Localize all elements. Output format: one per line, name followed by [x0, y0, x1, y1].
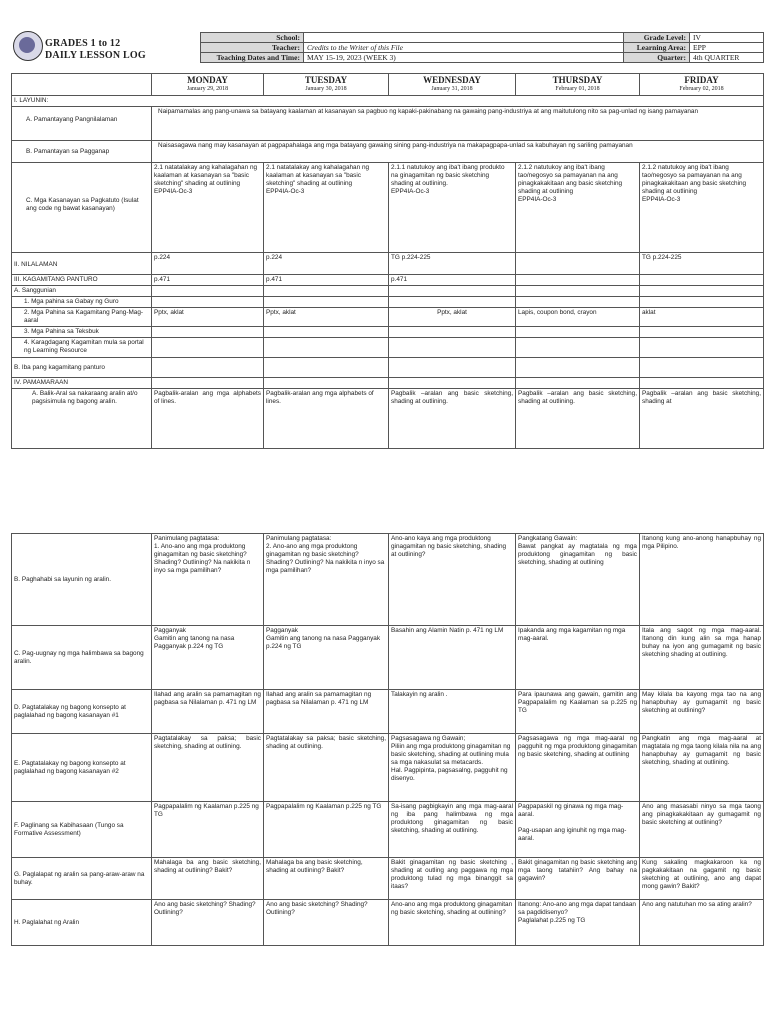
iba-pang-kagamitan-label: B. Iba pang kagamitang panturo [12, 358, 152, 378]
grade-level-label: Grade Level: [624, 33, 690, 43]
nilalaman-tuesday: p.224 [264, 253, 389, 275]
teaching-dates-value: MAY 15-19, 2023 (WEEK 3) [304, 53, 624, 63]
nilalaman-friday: TG p.224-225 [640, 253, 764, 275]
paglalahat-label: H. Paglalahat ng Aralin [12, 900, 152, 946]
kasanayan-label: C. Mga Kasanayan sa Pagkatuto (Isulat ang code ng bawat kasanayan) [12, 163, 152, 253]
paglinang-tuesday: Pagpapalalim ng Kaalaman p.225 ng TG [264, 802, 389, 858]
learning-area-value: EPP [690, 43, 764, 53]
pagtatalakay-1-label: D. Pagtatalakay ng bagong konsepto at paglalahad ng bagong kasanayan #1 [12, 690, 152, 734]
day-header-tuesday: TUESDAY January 30, 2018 [264, 74, 389, 96]
kasanayan-friday: 2.1.2 natutukoy ang iba't ibang tao/negosyo sa pamayanan na ang pinagkakakitaan ang basic sketching shading at outlining EPP4IA-Oc-3 [640, 163, 764, 253]
paglalahat-thursday: Itanong: Ano-ano ang mga dapat tandaan sa pagdidisenyo? Paglalahat p.225 ng TG [516, 900, 640, 946]
balik-aral-tuesday: Pagbalik-aralan ang mga alphabets of lines. [264, 389, 389, 449]
deped-seal-icon [13, 31, 43, 61]
pagtatalakay-2-thursday: Pagsasagawa ng mga mag-aaral ng pagguhit ng mga produktong ginagamitan ng basic sketching, shading at outlining [516, 734, 640, 802]
paglalapat-label: G. Paglalapat ng aralin sa pang-araw-araw na buhay. [12, 858, 152, 900]
paghahabi-monday: Panimulang pagtatasa: 1. Ano-ano ang mga produktong ginagamitan ng basic sketching? Shading? Outlining? Na nakikita n inyo sa mga pamilihan? [152, 534, 264, 626]
paghahabi-thursday: Pangkatang Gawain: Bawat pangkat ay magtatala ng mga produktong ginagamitan ng basic sketching, shading at outlining [516, 534, 640, 626]
kagamitang-thursday: Lapis, coupon bond, crayon [516, 308, 640, 327]
nilalaman-wednesday: TG p.224-225 [389, 253, 516, 275]
paghahabi-label: B. Paghahabi sa layunin ng aralin. [12, 534, 152, 626]
teaching-dates-label: Teaching Dates and Time: [201, 53, 304, 63]
lesson-plan-table-2 [11, 533, 764, 946]
kagamitang-monday: Pptx, aklat [152, 308, 264, 327]
day-header-thursday: THURSDAY February 01, 2018 [516, 74, 640, 96]
kagamitang-panturo-label: III. KAGAMITANG PANTURO [12, 275, 152, 286]
paglalahat-wednesday: Ano-ano ang mga produktong ginagamitan ng basic sketching, shading at outlining? [389, 900, 516, 946]
section-layunin: I. LAYUNIN: [12, 96, 764, 107]
pagtatalakay-1-thursday: Para ipaunawa ang gawain, gamitin ang Pagpapalalim ng Kaalaman sa p.225 ng TG [516, 690, 640, 734]
nilalaman-thursday [516, 253, 640, 275]
kasanayan-monday: 2.1 natatalakay ang kahalagahan ng kaalaman at kasanayan sa "basic sketching" shading at outlining EPP4IA-Oc-3 [152, 163, 264, 253]
pamantayan-sa-pagganap-value: Naisasagawa nang may kasanayan at pagpapahalaga ang mga batayang gawaing sining pang-industriya na makapagpapa-unlad sa kabuhayan ng sariling pamayanan [152, 141, 764, 163]
paghahabi-tuesday: Panimulang pagtatasa: 2. Ano-ano ang mga produktong ginagamitan ng basic sketching? Shading? Outlining? Na nakikita n inyo sa mga pamilihan? [264, 534, 389, 626]
paghahabi-friday: Itanong kung ano-anong hanapbuhay ng mga Pilipino. [640, 534, 764, 626]
kagamitan-wednesday: p.471 [389, 275, 516, 286]
lesson-plan-table-1 [11, 73, 764, 449]
pagtatalakay-2-monday: Pagtatalakay sa paksa; basic sketching, shading at outlining. [152, 734, 264, 802]
gabay-ng-guro-label: 1. Mga pahina sa Gabay ng Guro [12, 297, 152, 308]
balik-aral-label: A. Balik-Aral sa nakaraang aralin at/o pagsisimula ng bagong aralin. [12, 389, 152, 449]
balik-aral-wednesday: Pagbalik –aralan ang basic sketching, shading at outlining. [389, 389, 516, 449]
paglalahat-friday: Ano ang natutuhan mo sa ating aralin? [640, 900, 764, 946]
kagamitan-friday [640, 275, 764, 286]
pagtatalakay-1-friday: May kilala ba kayong mga tao na ang hanapbuhay ay gumagamit ng basic sketching at outlining? [640, 690, 764, 734]
pag-uugnay-wednesday: Basahin ang Alamin Natin p. 471 ng LM [389, 626, 516, 690]
kagamitang-tuesday: Pptx, aklat [264, 308, 389, 327]
kasanayan-thursday: 2.1.2 natutukoy ang iba't ibang tao/negosyo sa pamayanan na ang pinagkakakitaan ang basic sketching shading at outlining EPP4IA-Oc-3 [516, 163, 640, 253]
balik-aral-thursday: Pagbalik –aralan ang basic sketching, shading at outlining. [516, 389, 640, 449]
teacher-value: Credits to the Writer of this File [304, 43, 624, 53]
pamamaraan-label: IV. PAMAMARAAN [12, 378, 152, 389]
day-header-wednesday: WEDNESDAY January 31, 2018 [389, 74, 516, 96]
paglalapat-friday: Kung sakaling magkakaroon ka ng pagkakakitaan na gagamit ng basic sketching at outlining, ano ang dapat mong gawin? Bakit? [640, 858, 764, 900]
paglalapat-wednesday: Bakit ginagamitan ng basic sketching , shading at outling ang paggawa ng mga produktong tulad ng mga binanggit sa itaas? [389, 858, 516, 900]
kagamitan-tuesday: p.471 [264, 275, 389, 286]
pagtatalakay-2-wednesday: Pagsasagawa ng Gawain; Piliin ang mga produktong ginagamitan ng basic sketching, shading at outlining mula sa mga nakasulat sa metacards. Hal. Pagpipinta, pagsasalng, pagguhit ng disenyo. [389, 734, 516, 802]
pagtatalakay-2-label: E. Pagtatalakay ng bagong konsepto at paglalahad ng bagong kasanayan #2 [12, 734, 152, 802]
kagamitan-monday: p.471 [152, 275, 264, 286]
pag-uugnay-thursday: Ipakanda ang mga kagamitan ng mga mag-aaral. [516, 626, 640, 690]
header-info-table [200, 32, 764, 63]
kagamitang-pang-mag-aaral-label: 2. Mga Pahina sa Kagamitang Pang-Mag-aaral [12, 308, 152, 327]
sanggunian-label: A. Sanggunian [12, 286, 152, 297]
quarter-value: 4th QUARTER [690, 53, 764, 63]
corner-cell [12, 74, 152, 96]
paglalahat-monday: Ano ang basic sketching? Shading? Outlining? [152, 900, 264, 946]
paglinang-monday: Pagpapalalim ng Kaalaman p.225 ng TG [152, 802, 264, 858]
pagtatalakay-1-monday: Ilahad ang aralin sa pamamagitan ng pagbasa sa Nilalaman p. 471 ng LM [152, 690, 264, 734]
school-label: School: [201, 33, 304, 43]
nilalaman-label: II. NILALAMAN [12, 253, 152, 275]
day-header-friday: FRIDAY February 02, 2018 [640, 74, 764, 96]
paglalahat-tuesday: Ano ang basic sketching? Shading? Outlining? [264, 900, 389, 946]
day-header-monday: MONDAY January 29, 2018 [152, 74, 264, 96]
pamantayang-pangnilalaman-value: Naipamamalas ang pang-unawa sa batayang kaalaman at kasanayan sa pagbuo ng kapaki-pakinabang na gawaing pang-industriya at ang maitutulong nito sa pag-unlad ng isang pamayanan [152, 107, 764, 141]
paghahabi-wednesday: Ano-ano kaya ang mga produktong ginagamitan ng basic sketching, shading at outlining? [389, 534, 516, 626]
teksbuk-label: 3. Mga Pahina sa Teksbuk [12, 327, 152, 338]
paglinang-thursday: Pagpapaskil ng ginawa ng mga mag-aaral. Pag-usapan ang iginuhit ng mga mag-aaral. [516, 802, 640, 858]
kagamitang-wednesday: Pptx, aklat [389, 308, 516, 327]
learning-area-label: Learning Area: [624, 43, 690, 53]
teacher-label: Teacher: [201, 43, 304, 53]
quarter-label: Quarter: [624, 53, 690, 63]
document-title: GRADES 1 to 12 DAILY LESSON LOG [45, 38, 146, 61]
pagtatalakay-2-friday: Pangkatin ang mga mag-aaral at magtatala ng mga taong kilala nila na ang hanapbuhay ay gumagamit ng basic sketching, shading at outlining. [640, 734, 764, 802]
paglinang-friday: Ano ang masasabi ninyo sa mga taong ang pinagkakakitaan ay gumagamit ng basic sketching at outlining? [640, 802, 764, 858]
karagdagang-kagamitan-label: 4. Karagdagang Kagamitan mula sa portal ng Learning Resource [12, 338, 152, 358]
pamantayang-pangnilalaman-label: A. Pamantayang Pangnilalaman [12, 107, 152, 141]
pag-uugnay-friday: Itala ang sagot ng mga mag-aaral. Itanong din kung alin sa mga hanap buhay na iyon ang gumagamit ng basic sketching shading at outlining. [640, 626, 764, 690]
balik-aral-monday: Pagbalik-aralan ang mga alphabets of lines. [152, 389, 264, 449]
pagtatalakay-1-wednesday: Talakayin ng aralin . [389, 690, 516, 734]
school-value [304, 33, 624, 43]
pag-uugnay-tuesday: Pagganyak Gamitin ang tanong na nasa Pagganyak p.224 ng TG [264, 626, 389, 690]
balik-aral-friday: Pagbalik –aralan ang basic sketching, shading at [640, 389, 764, 449]
pag-uugnay-monday: Pagganyak Gamitin ang tanong na nasa Pagganyak p.224 ng TG [152, 626, 264, 690]
nilalaman-monday: p.224 [152, 253, 264, 275]
grade-level-value: IV [690, 33, 764, 43]
pag-uugnay-label: C. Pag-uugnay ng mga halimbawa sa bagong aralin. [12, 626, 152, 690]
kasanayan-wednesday: 2.1.1 natutukoy ang iba't ibang produkto na ginagamitan ng basic sketching shading at outlining. EPP4IA-Oc-3 [389, 163, 516, 253]
pagtatalakay-1-tuesday: Ilahad ang aralin sa pamamagitan ng pagbasa sa Nilalaman p. 471 ng LM [264, 690, 389, 734]
paglalapat-monday: Mahalaga ba ang basic sketching, shading at outlining? Bakit? [152, 858, 264, 900]
paglinang-wednesday: Sa-isang pagbigkayin ang mga mag-aaral ng iba pang halimbawa ng mga produktong ginagamitan ng basic sketching, shading at outlining. [389, 802, 516, 858]
pagtatalakay-2-tuesday: Pagtatalakay sa paksa; basic sketching, shading at outlining. [264, 734, 389, 802]
kasanayan-tuesday: 2.1 natatalakay ang kahalagahan ng kaalaman at kasanayan sa "basic sketching" shading at outlining EPP4IA-Oc-3 [264, 163, 389, 253]
paglalapat-tuesday: Mahalaga ba ang basic sketching, shading at outlining? Bakit? [264, 858, 389, 900]
paglalapat-thursday: Bakit ginagamitan ng basic sketching ang mga taong tatahiin? Ang bahay na gagawin? [516, 858, 640, 900]
kagamitang-friday: aklat [640, 308, 764, 327]
pamantayan-sa-pagganap-label: B. Pamantayan sa Pagganap [12, 141, 152, 163]
kagamitan-thursday [516, 275, 640, 286]
paglinang-label: F. Paglinang sa Kabihasaan (Tungo sa Formative Assessment) [12, 802, 152, 858]
